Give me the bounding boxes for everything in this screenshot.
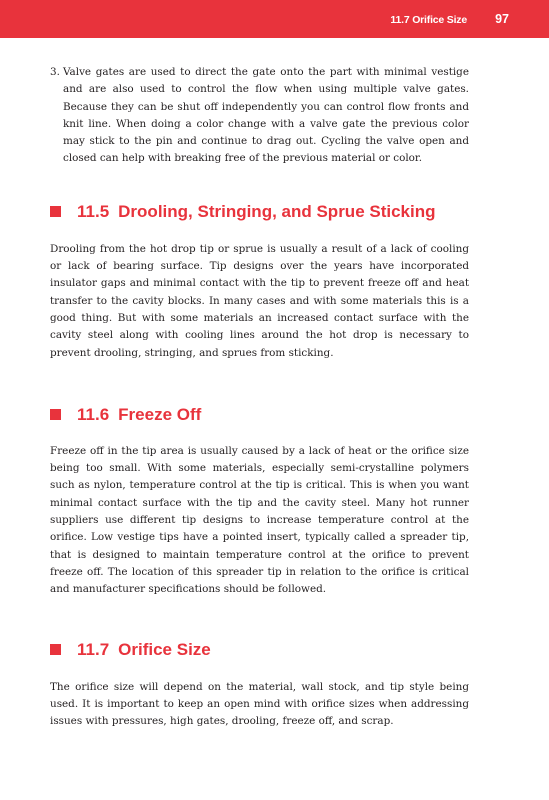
- section-number: 11.6: [77, 404, 110, 424]
- list-item-text: Valve gates are used to direct the gate onto the part with minimal vestige and are also used to control the flow when using multiple valve gates. Because they can be shut off independently you can control flow fronts and knit line. When doing a color change with a valve gate the previous color may stick to the pin and continue to drag out. Cycling the valve open and closed can help with breaking free of the previous material or color.: [63, 66, 469, 165]
- section-heading-11-5: [50, 202, 469, 222]
- section-heading-11-6: [50, 405, 469, 425]
- section-body-11-7: The orifice size will depend on the material, wall stock, and tip style being used. It is important to keep an open mind with orifice sizes when addressing issues with pressures, high gates, drooling, freeze off, and scrap.: [50, 680, 469, 728]
- section-title: Drooling, Stringing, and Sprue Sticking: [118, 201, 436, 221]
- page-number: 97: [495, 12, 509, 26]
- list-item: [50, 64, 469, 168]
- section-number: 11.7: [77, 639, 110, 659]
- section-number: 11.5: [77, 201, 110, 221]
- section-title: Freeze Off: [118, 404, 202, 424]
- section-heading-11-7: [50, 640, 469, 660]
- heading-bullet-icon: [50, 644, 61, 655]
- section-body-11-6: Freeze off in the tip area is usually caused by a lack of heat or the orifice size being too small. With some materials, especially semi-crystalline polymers such as nylon, temperature control at the tip is critical. This is when you want minimal contact surface with the tip and the cavity steel. Many hot runner suppliers use different tip designs to increase temperature control at the orifice. Low vestige tips have a pointed insert, typically called a spreader tip, that is designed to maintain temperature control at the orifice to prevent freeze off. The location of this spreader tip in relation to the orifice is critical and manufacturer specifications should be followed.: [50, 444, 469, 596]
- section-body-11-5: Drooling from the hot drop tip or sprue is usually a result of a lack of cooling or lack of bearing surface. Tip designs over the years have incorporated insulator gaps and minimal contact with the tip to prevent freeze off and heat transfer to the cavity blocks. In many cases and with some materials this is a good thing. But with some materials an increased contact surface with the cavity steel along with cooling lines around the hot drop is necessary to prevent drooling, stringing, and sprues from sticking.: [50, 242, 469, 359]
- page-content: [50, 64, 469, 730]
- section-title: Orifice Size: [118, 639, 211, 659]
- list-item-number: 3.: [50, 66, 60, 78]
- running-header-title: 11.7 Orifice Size: [390, 14, 467, 26]
- running-header: [0, 0, 549, 38]
- heading-bullet-icon: [50, 206, 61, 217]
- heading-bullet-icon: [50, 409, 61, 420]
